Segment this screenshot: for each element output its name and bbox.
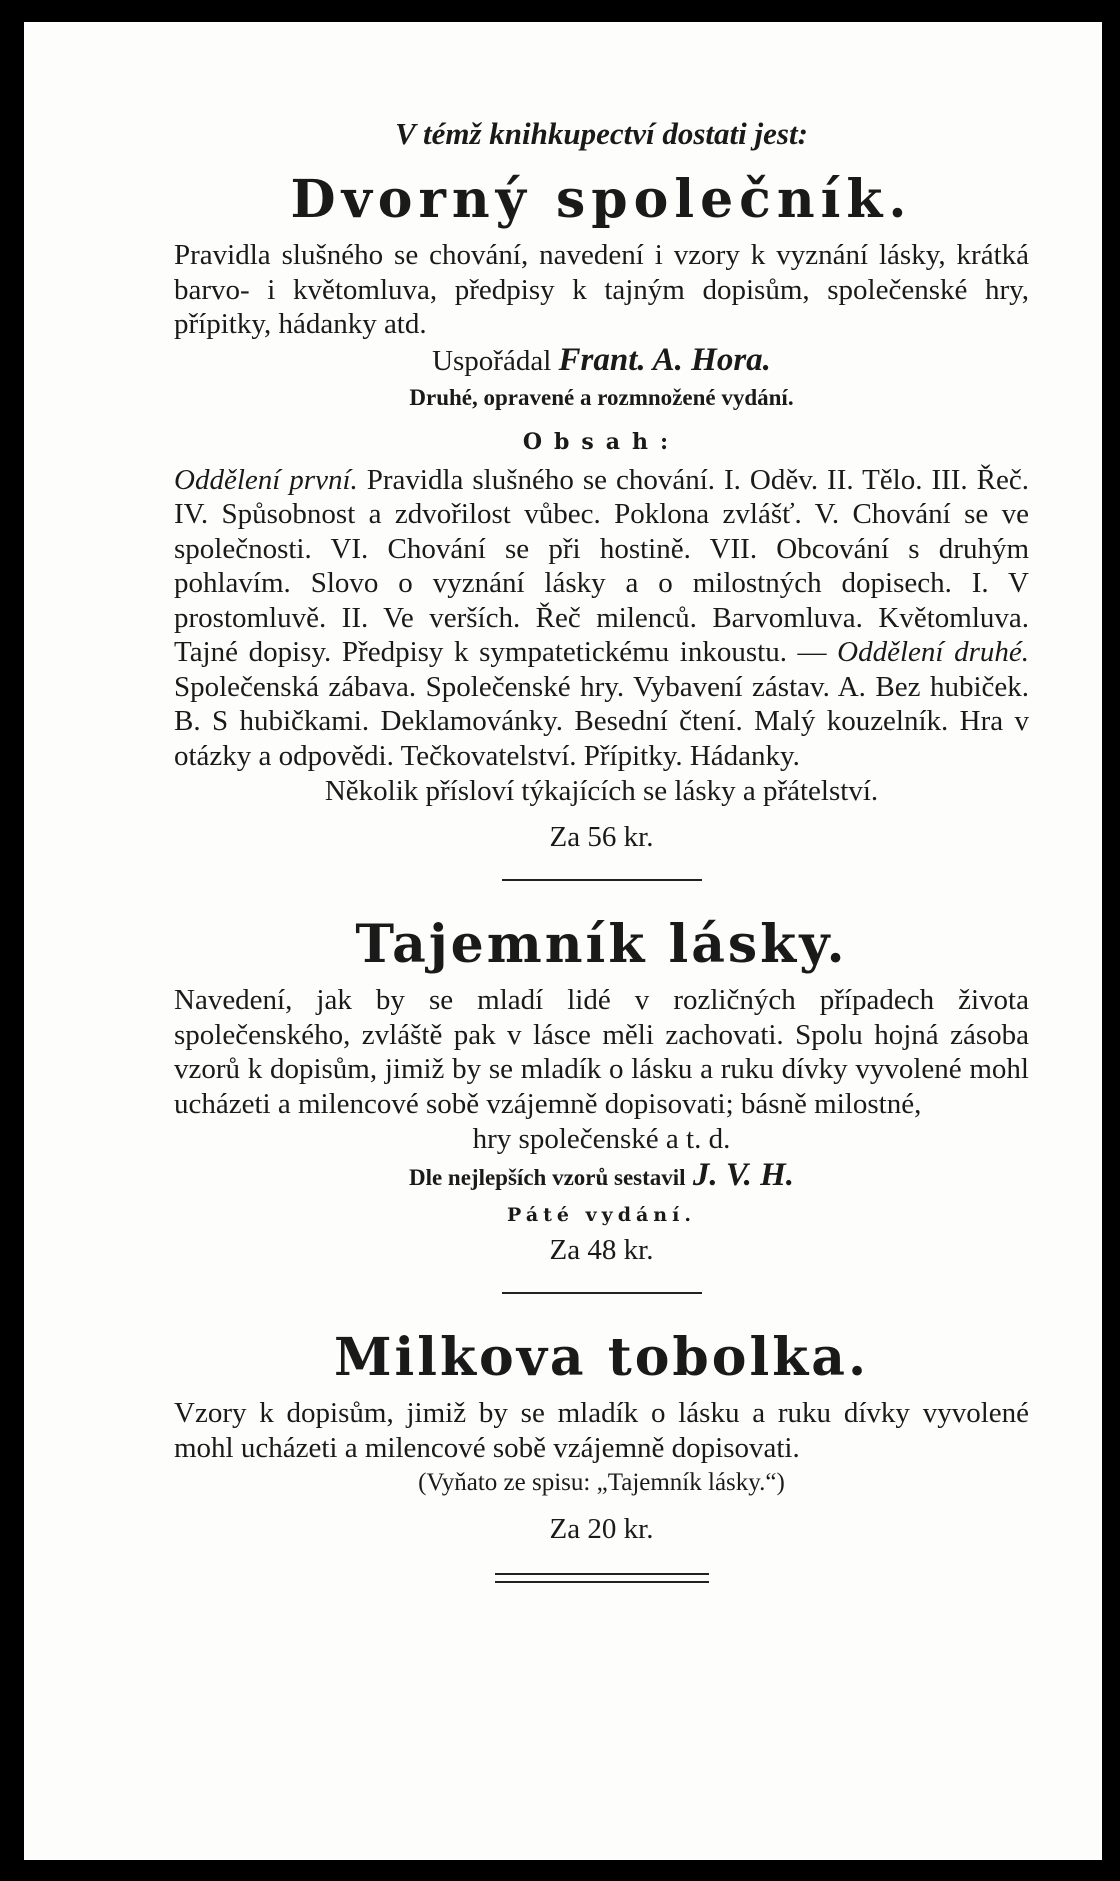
- book1-author-line: [174, 342, 1029, 379]
- book1-contents: [174, 463, 1029, 774]
- advertisement-content: [174, 92, 1029, 1583]
- book1-price: Za 56 kr.: [549, 821, 654, 853]
- book2-author-line: [174, 1157, 1029, 1196]
- end-double-rule: [495, 1573, 709, 1583]
- book2-description-last: hry společenské a t. d.: [472, 1123, 731, 1155]
- book1-contents-heading: Obsah:: [522, 428, 681, 455]
- book2-price: Za 48 kr.: [549, 1234, 654, 1266]
- book2-compiled-label: Dle nejlepších vzorů sestavil: [408, 1165, 686, 1190]
- book3-description: Vzory k dopisům, jimiž by se mladík o lásku a ruku dívky vyvolené mohl ucházeti a milencové sobě vzájemně dopisovati.: [174, 1397, 1029, 1464]
- section-divider: [502, 879, 702, 881]
- book1-edition: Druhé, opravené a rozmnožené vydání.: [409, 384, 794, 410]
- book1-part2-text: Společenská zábava. Společenské hry. Vybavení zástav. A. Bez hubiček. B. S hubičkami. Deklamovánky. Besední čtení. Malý kouzelník. Hra v otázky a odpovědi. Tečkovatelství. Přípitky. Hádanky.: [174, 670, 1029, 772]
- book2-author: J. V. H.: [692, 1157, 795, 1193]
- book1-arranged-label: Uspořádal: [432, 344, 552, 377]
- book2-section: [174, 913, 1029, 1294]
- book1-contents-last: Několik přísloví týkajících se lásky a přátelství.: [324, 775, 879, 807]
- book1-part1-text: Pravidla slušného se chování. I. Oděv. II. Tělo. III. Řeč. IV. Spůsobnost a zdvořilost vůbec. Poklona zvlášť. V. Chování se ve společnosti. VI. Chování se při hostině. VII. Obcování s druhým pohlavím. Slovo o vyznání lásky a o milostných dopisech. I. V prostomluvě. II. Ve verších. Řeč milenců. Barvomluva. Květomluva. Tajné dopisy. Předpisy k sympatetickému inkoustu. —: [174, 463, 1029, 668]
- book2-edition: Páté vydání.: [507, 1204, 696, 1226]
- book2-title: Tajemník lásky.: [355, 914, 848, 975]
- intro-line: V témž knihkupectví dostati jest:: [395, 116, 808, 151]
- book3-price: Za 20 kr.: [549, 1513, 654, 1545]
- section-divider: [502, 1292, 702, 1294]
- book1-description: Pravidla slušného se chování, navedení i vzory k vyznání lásky, krátká barvo- i květomluva, předpisy k tajným dopisům, společenské hry, přípitky, hádanky atd.: [174, 239, 1029, 340]
- book3-section: [174, 1326, 1029, 1583]
- book1-section: [174, 168, 1029, 881]
- book1-part2-label: Oddělení druhé.: [837, 636, 1029, 668]
- book1-part1-label: Oddělení první.: [174, 463, 358, 496]
- book3-title: Milkova tobolka.: [333, 1327, 870, 1388]
- book2-description: Navedení, jak by se mladí lidé v rozličných případech života společenského, zvláště pak v lásce měli zachovati. Spolu hojná zásoba vzorů k dopisům, jimiž by se mladík o lásku a ruku dívky vyvolené mohl ucházeti a milencové sobě vzájemně dopisovati; básně milostné,: [174, 984, 1029, 1120]
- book1-author: Frant. A. Hora.: [558, 341, 771, 378]
- book1-title: Dvorný společník.: [290, 169, 913, 230]
- book3-source: (Vyňato ze spisu: „Tajemník lásky.“): [418, 1469, 785, 1496]
- page-sheet: [24, 22, 1102, 1860]
